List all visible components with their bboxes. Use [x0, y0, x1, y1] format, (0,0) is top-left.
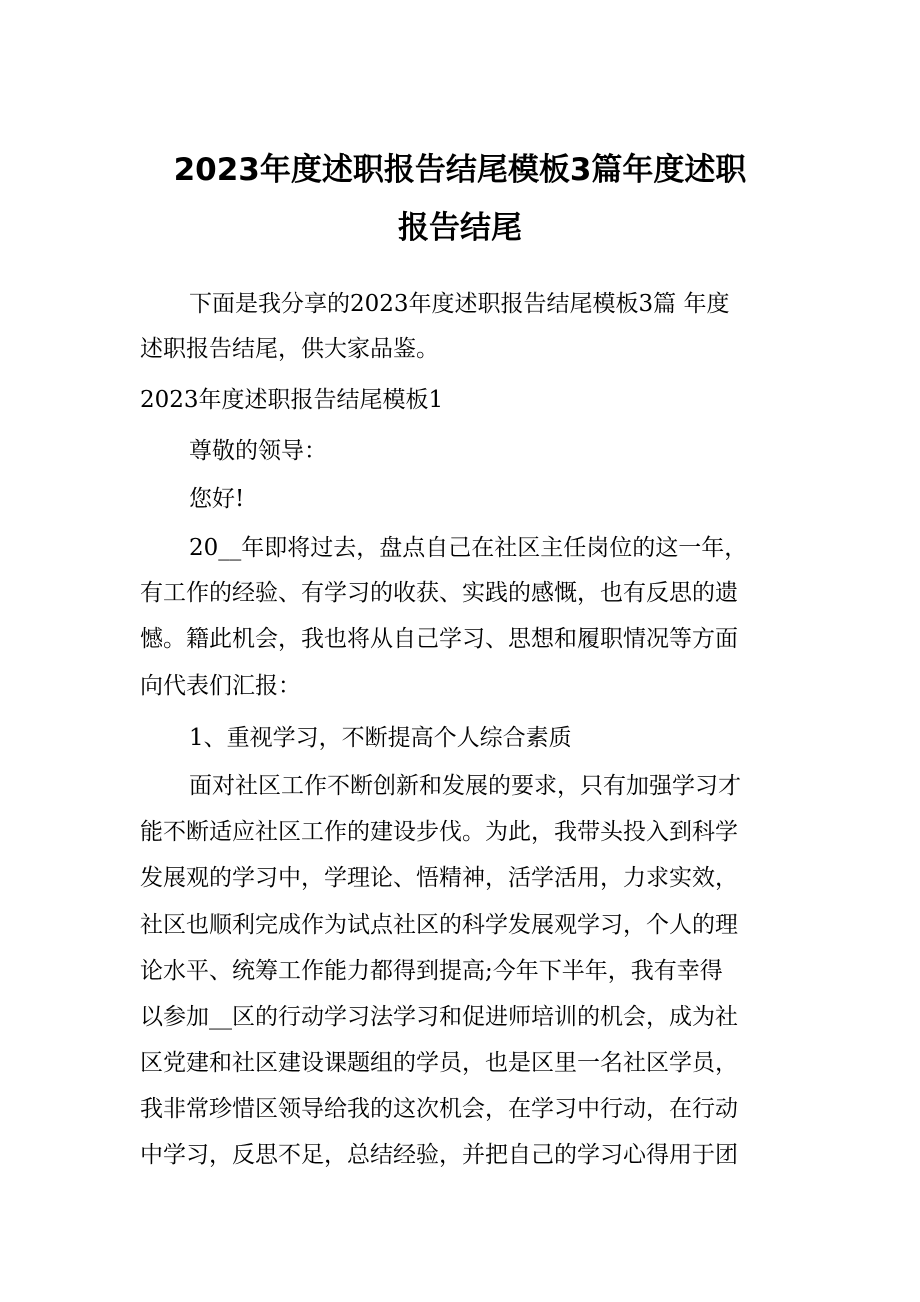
paragraph-line: 面对社区工作不断创新和发展的要求，只有加强学习才	[189, 773, 741, 799]
subheading: 1、重视学习，不断提高个人综合素质	[189, 725, 572, 751]
paragraph-line: 区党建和社区建设课题组的学员，也是区里一名社区学员，	[140, 1050, 738, 1076]
paragraph-line: 以参加__区的行动学习法学习和促进师培训的机会，成为社	[140, 1004, 738, 1030]
paragraph-line: 中学习，反思不足，总结经验，并把自己的学习心得用于团	[140, 1142, 738, 1168]
intro-line-2: 述职报告结尾，供大家品鉴。	[140, 336, 439, 362]
paragraph-line: 向代表们汇报：	[140, 673, 301, 699]
section-heading: 2023年度述职报告结尾模板1	[140, 387, 444, 413]
paragraph-line: 我非常珍惜区领导给我的这次机会，在学习中行动，在行动	[140, 1096, 738, 1122]
salutation: 尊敬的领导：	[189, 438, 327, 464]
paragraph-line: 20__年即将过去，盘点自己在社区主任岗位的这一年，	[189, 535, 748, 561]
paragraph-line: 憾。籍此机会，我也将从自己学习、思想和履职情况等方面	[140, 626, 738, 652]
paragraph-line: 能不断适应社区工作的建设步伐。为此，我带头投入到科学	[140, 819, 738, 845]
document-title-line-2: 报告结尾	[398, 210, 522, 246]
intro-line-1: 下面是我分享的2023年度述职报告结尾模板3篇 年度	[189, 291, 730, 317]
paragraph-line: 社区也顺利完成作为试点社区的科学发展观学习，个人的理	[140, 912, 738, 938]
greeting: 您好!	[189, 486, 245, 512]
paragraph-line: 论水平、统筹工作能力都得到提高;今年下半年，我有幸得	[140, 958, 723, 984]
paragraph-line: 有工作的经验、有学习的收获、实践的感慨，也有反思的遗	[140, 580, 738, 606]
paragraph-line: 发展观的学习中，学理论、悟精神，活学活用，力求实效，	[140, 865, 738, 891]
document-title-line-1: 2023年度述职报告结尾模板3篇年度述职	[173, 152, 747, 188]
